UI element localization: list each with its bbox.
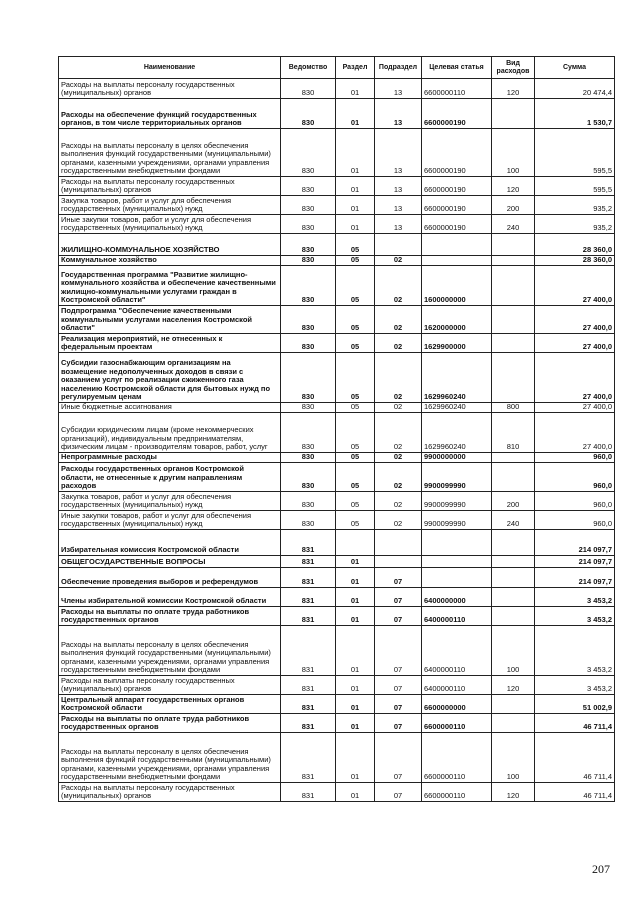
cell-target: 6600000000 xyxy=(422,695,492,714)
cell-exp-type: 800 xyxy=(492,403,535,413)
cell-dept: 830 xyxy=(281,334,336,353)
table-row xyxy=(59,196,615,215)
cell-exp-type xyxy=(492,453,535,463)
cell-sum: 27 400,0 xyxy=(535,413,615,453)
cell-exp-type xyxy=(492,306,535,334)
cell-sum: 20 474,4 xyxy=(535,79,615,99)
cell-section: 05 xyxy=(336,463,375,492)
table-row xyxy=(59,676,615,695)
cell-section: 01 xyxy=(336,607,375,626)
cell-subsection: 07 xyxy=(375,733,422,783)
cell-sum: 3 453,2 xyxy=(535,676,615,695)
table-row xyxy=(59,511,615,530)
cell-subsection xyxy=(375,234,422,256)
cell-sum: 27 400,0 xyxy=(535,334,615,353)
cell-target: 9900099990 xyxy=(422,463,492,492)
cell-name: Расходы на выплаты персоналу в целях обеспечения выполнения функций государственными (муниципальными) органами, казенными учреждениями, органами управления государственными внебюджетными фондами xyxy=(59,733,281,783)
cell-target xyxy=(422,234,492,256)
cell-exp-type xyxy=(492,530,535,556)
cell-exp-type: 120 xyxy=(492,79,535,99)
cell-dept: 830 xyxy=(281,215,336,234)
cell-exp-type: 120 xyxy=(492,177,535,196)
cell-dept: 830 xyxy=(281,256,336,266)
table-row xyxy=(59,463,615,492)
cell-exp-type: 120 xyxy=(492,676,535,695)
cell-target: 6600000190 xyxy=(422,196,492,215)
cell-sum: 214 097,7 xyxy=(535,568,615,588)
cell-section: 05 xyxy=(336,353,375,403)
column-header-section: Раздел xyxy=(336,57,375,79)
cell-target: 9900099990 xyxy=(422,492,492,511)
cell-subsection: 07 xyxy=(375,607,422,626)
cell-section: 05 xyxy=(336,511,375,530)
cell-dept: 830 xyxy=(281,79,336,99)
cell-dept: 830 xyxy=(281,99,336,129)
cell-target: 1629960240 xyxy=(422,413,492,453)
cell-subsection: 13 xyxy=(375,129,422,177)
table-row xyxy=(59,607,615,626)
cell-subsection: 07 xyxy=(375,714,422,733)
cell-target: 1629960240 xyxy=(422,353,492,403)
cell-target: 1620000000 xyxy=(422,306,492,334)
table-row xyxy=(59,177,615,196)
column-header-exp-type: Вид расходов xyxy=(492,57,535,79)
table-row xyxy=(59,588,615,607)
cell-name: ЖИЛИЩНО-КОММУНАЛЬНОЕ ХОЗЯЙСТВО xyxy=(59,234,281,256)
cell-section: 01 xyxy=(336,695,375,714)
table-row xyxy=(59,306,615,334)
cell-sum: 3 453,2 xyxy=(535,607,615,626)
cell-name: Непрограммные расходы xyxy=(59,453,281,463)
cell-exp-type: 200 xyxy=(492,492,535,511)
cell-name: Центральный аппарат государственных органов Костромской области xyxy=(59,695,281,714)
cell-sum: 46 711,4 xyxy=(535,783,615,802)
cell-subsection: 13 xyxy=(375,177,422,196)
cell-subsection: 07 xyxy=(375,568,422,588)
cell-dept: 831 xyxy=(281,695,336,714)
cell-exp-type: 100 xyxy=(492,733,535,783)
cell-name: Расходы на выплаты персоналу государственных (муниципальных) органов xyxy=(59,177,281,196)
cell-target: 6600000110 xyxy=(422,733,492,783)
cell-section: 01 xyxy=(336,588,375,607)
cell-sum: 51 002,9 xyxy=(535,695,615,714)
cell-target: 6600000110 xyxy=(422,783,492,802)
cell-sum: 1 530,7 xyxy=(535,99,615,129)
cell-exp-type: 810 xyxy=(492,413,535,453)
table-row xyxy=(59,403,615,413)
cell-sum: 46 711,4 xyxy=(535,733,615,783)
cell-target: 6400000110 xyxy=(422,607,492,626)
cell-dept: 831 xyxy=(281,588,336,607)
cell-subsection: 02 xyxy=(375,413,422,453)
cell-target: 1600000000 xyxy=(422,266,492,306)
cell-name: Закупка товаров, работ и услуг для обеспечения государственных (муниципальных) нужд xyxy=(59,492,281,511)
cell-dept: 831 xyxy=(281,568,336,588)
cell-subsection: 07 xyxy=(375,783,422,802)
cell-subsection: 02 xyxy=(375,266,422,306)
cell-name: Коммунальное хозяйство xyxy=(59,256,281,266)
cell-section: 01 xyxy=(336,99,375,129)
table-row xyxy=(59,783,615,802)
cell-target: 1629960240 xyxy=(422,403,492,413)
cell-target: 6600000190 xyxy=(422,129,492,177)
cell-exp-type: 120 xyxy=(492,783,535,802)
cell-subsection: 07 xyxy=(375,676,422,695)
cell-sum: 214 097,7 xyxy=(535,530,615,556)
column-header-subsection: Подраздел xyxy=(375,57,422,79)
table-row xyxy=(59,256,615,266)
cell-name: Избирательная комиссия Костромской области xyxy=(59,530,281,556)
table-row xyxy=(59,79,615,99)
cell-name: Подпрограмма "Обеспечение качественными коммунальными услугами населения Костромской области" xyxy=(59,306,281,334)
cell-subsection: 02 xyxy=(375,256,422,266)
cell-target xyxy=(422,568,492,588)
cell-sum: 28 360,0 xyxy=(535,234,615,256)
cell-sum: 960,0 xyxy=(535,492,615,511)
cell-dept: 831 xyxy=(281,676,336,695)
column-header-sum: Сумма xyxy=(535,57,615,79)
cell-dept: 830 xyxy=(281,353,336,403)
cell-dept: 830 xyxy=(281,511,336,530)
cell-section: 05 xyxy=(336,413,375,453)
cell-exp-type xyxy=(492,266,535,306)
cell-section: 01 xyxy=(336,783,375,802)
cell-name: Иные бюджетные ассигнования xyxy=(59,403,281,413)
cell-exp-type xyxy=(492,588,535,607)
cell-sum: 935,2 xyxy=(535,196,615,215)
cell-dept: 831 xyxy=(281,714,336,733)
cell-name: Закупка товаров, работ и услуг для обеспечения государственных (муниципальных) нужд xyxy=(59,196,281,215)
table-row xyxy=(59,568,615,588)
table-row xyxy=(59,266,615,306)
cell-dept: 830 xyxy=(281,129,336,177)
cell-target: 6600000190 xyxy=(422,177,492,196)
cell-exp-type: 240 xyxy=(492,215,535,234)
cell-subsection xyxy=(375,530,422,556)
cell-subsection: 02 xyxy=(375,306,422,334)
cell-target: 6400000000 xyxy=(422,588,492,607)
cell-sum: 960,0 xyxy=(535,463,615,492)
table-row xyxy=(59,234,615,256)
cell-name: Расходы на выплаты персоналу в целях обеспечения выполнения функций государственными (муниципальными) органами, казенными учреждениями, органами управления государственными внебюджетными фондами xyxy=(59,129,281,177)
cell-name: Расходы на выплаты персоналу государственных (муниципальных) органов xyxy=(59,783,281,802)
cell-subsection: 02 xyxy=(375,334,422,353)
cell-sum: 3 453,2 xyxy=(535,626,615,676)
cell-subsection: 02 xyxy=(375,403,422,413)
cell-sum: 46 711,4 xyxy=(535,714,615,733)
cell-dept: 830 xyxy=(281,492,336,511)
cell-exp-type xyxy=(492,353,535,403)
cell-sum: 27 400,0 xyxy=(535,266,615,306)
cell-name: Расходы на выплаты по оплате труда работников государственных органов xyxy=(59,607,281,626)
cell-target: 6600000190 xyxy=(422,215,492,234)
cell-subsection: 07 xyxy=(375,695,422,714)
cell-target: 6600000110 xyxy=(422,79,492,99)
table-row xyxy=(59,353,615,403)
cell-exp-type xyxy=(492,607,535,626)
cell-exp-type xyxy=(492,334,535,353)
cell-sum: 3 453,2 xyxy=(535,588,615,607)
cell-section: 01 xyxy=(336,733,375,783)
cell-subsection: 02 xyxy=(375,453,422,463)
cell-dept: 831 xyxy=(281,556,336,568)
cell-sum: 27 400,0 xyxy=(535,306,615,334)
cell-exp-type xyxy=(492,234,535,256)
cell-target: 6400000110 xyxy=(422,626,492,676)
page-number: 207 xyxy=(592,862,610,876)
table-row xyxy=(59,733,615,783)
cell-dept: 830 xyxy=(281,463,336,492)
cell-dept: 830 xyxy=(281,413,336,453)
cell-section: 01 xyxy=(336,177,375,196)
cell-subsection: 02 xyxy=(375,353,422,403)
cell-section: 05 xyxy=(336,403,375,413)
column-header-target: Целевая статья xyxy=(422,57,492,79)
table-row xyxy=(59,626,615,676)
cell-section: 01 xyxy=(336,79,375,99)
cell-dept: 831 xyxy=(281,607,336,626)
cell-name: Члены избирательной комиссии Костромской области xyxy=(59,588,281,607)
cell-subsection: 13 xyxy=(375,196,422,215)
cell-name: Государственная программа "Развитие жилищно-коммунального хозяйства и обеспечение качественными жилищно-коммунальными услугами граждан в Костромской области" xyxy=(59,266,281,306)
table-header-row xyxy=(59,57,615,79)
cell-section: 05 xyxy=(336,266,375,306)
cell-target: 6600000190 xyxy=(422,99,492,129)
cell-section: 01 xyxy=(336,568,375,588)
cell-dept: 830 xyxy=(281,453,336,463)
cell-dept: 831 xyxy=(281,733,336,783)
table-row xyxy=(59,215,615,234)
cell-subsection: 07 xyxy=(375,626,422,676)
cell-dept: 830 xyxy=(281,234,336,256)
cell-dept: 830 xyxy=(281,196,336,215)
cell-exp-type: 100 xyxy=(492,129,535,177)
cell-target xyxy=(422,556,492,568)
cell-subsection: 02 xyxy=(375,511,422,530)
cell-name: Субсидии юридическим лицам (кроме некоммерческих организаций), индивидуальным предпринимателям, физическим лицам - производителям товаров, работ, услуг xyxy=(59,413,281,453)
table-row xyxy=(59,129,615,177)
cell-sum: 935,2 xyxy=(535,215,615,234)
cell-name: Расходы на выплаты по оплате труда работников государственных органов xyxy=(59,714,281,733)
cell-exp-type xyxy=(492,463,535,492)
cell-name: Расходы на выплаты персоналу государственных (муниципальных) органов xyxy=(59,79,281,99)
cell-exp-type xyxy=(492,568,535,588)
cell-name: Расходы на выплаты персоналу в целях обеспечения выполнения функций государственными (муниципальными) органами, казенными учреждениями, органами управления государственными внебюджетными фондами xyxy=(59,626,281,676)
cell-section: 05 xyxy=(336,334,375,353)
cell-section: 05 xyxy=(336,453,375,463)
cell-name: Субсидии газоснабжающим организациям на возмещение недополученных доходов в связи с оказанием услуг по реализации сжиженного газа населению Костромской области для бытовых нужд по регулируемым ценам xyxy=(59,353,281,403)
table-row xyxy=(59,714,615,733)
cell-section: 05 xyxy=(336,256,375,266)
cell-exp-type xyxy=(492,695,535,714)
cell-name: Иные закупки товаров, работ и услуг для обеспечения государственных (муниципальных) нужд xyxy=(59,511,281,530)
cell-dept: 830 xyxy=(281,266,336,306)
cell-subsection: 07 xyxy=(375,588,422,607)
cell-sum: 595,5 xyxy=(535,177,615,196)
cell-target: 9900000000 xyxy=(422,453,492,463)
cell-target: 6400000110 xyxy=(422,676,492,695)
cell-subsection: 13 xyxy=(375,79,422,99)
cell-subsection: 13 xyxy=(375,215,422,234)
cell-exp-type: 100 xyxy=(492,626,535,676)
cell-name: Расходы на выплаты персоналу государственных (муниципальных) органов xyxy=(59,676,281,695)
cell-name: Иные закупки товаров, работ и услуг для обеспечения государственных (муниципальных) нужд xyxy=(59,215,281,234)
cell-target xyxy=(422,256,492,266)
budget-table xyxy=(58,56,615,802)
table-row xyxy=(59,413,615,453)
cell-dept: 830 xyxy=(281,306,336,334)
table-row xyxy=(59,695,615,714)
cell-dept: 831 xyxy=(281,530,336,556)
cell-section: 01 xyxy=(336,129,375,177)
column-header-dept: Ведомство xyxy=(281,57,336,79)
cell-exp-type xyxy=(492,714,535,733)
cell-name: Расходы государственных органов Костромской области, не отнесенные к другим направлениям расходов xyxy=(59,463,281,492)
cell-dept: 830 xyxy=(281,403,336,413)
cell-target: 1629900000 xyxy=(422,334,492,353)
cell-sum: 960,0 xyxy=(535,453,615,463)
cell-section: 01 xyxy=(336,714,375,733)
cell-section: 01 xyxy=(336,676,375,695)
cell-target xyxy=(422,530,492,556)
cell-section: 01 xyxy=(336,556,375,568)
table-row xyxy=(59,492,615,511)
cell-dept: 830 xyxy=(281,177,336,196)
cell-sum: 28 360,0 xyxy=(535,256,615,266)
cell-name: Расходы на обеспечение функций государственных органов, в том числе территориальных органов xyxy=(59,99,281,129)
cell-section: 01 xyxy=(336,196,375,215)
table-row xyxy=(59,334,615,353)
cell-target: 6600000110 xyxy=(422,714,492,733)
cell-name: Реализация мероприятий, не отнесенных к федеральным проектам xyxy=(59,334,281,353)
table-row xyxy=(59,556,615,568)
cell-exp-type xyxy=(492,556,535,568)
column-header-name: Наименование xyxy=(59,57,281,79)
cell-subsection xyxy=(375,556,422,568)
cell-subsection: 13 xyxy=(375,99,422,129)
cell-name: Обеспечение проведения выборов и референдумов xyxy=(59,568,281,588)
cell-exp-type xyxy=(492,256,535,266)
cell-section: 05 xyxy=(336,306,375,334)
table-row xyxy=(59,99,615,129)
cell-section: 05 xyxy=(336,234,375,256)
cell-exp-type: 240 xyxy=(492,511,535,530)
cell-sum: 595,5 xyxy=(535,129,615,177)
table-body xyxy=(59,79,615,802)
cell-subsection: 02 xyxy=(375,492,422,511)
cell-dept: 831 xyxy=(281,626,336,676)
cell-section: 01 xyxy=(336,626,375,676)
cell-sum: 960,0 xyxy=(535,511,615,530)
cell-sum: 27 400,0 xyxy=(535,353,615,403)
cell-dept: 831 xyxy=(281,783,336,802)
cell-exp-type: 200 xyxy=(492,196,535,215)
table-row xyxy=(59,530,615,556)
cell-sum: 214 097,7 xyxy=(535,556,615,568)
cell-section: 05 xyxy=(336,492,375,511)
cell-sum: 27 400,0 xyxy=(535,403,615,413)
table-row xyxy=(59,453,615,463)
cell-section: 01 xyxy=(336,215,375,234)
cell-target: 9900099990 xyxy=(422,511,492,530)
cell-name: ОБЩЕГОСУДАРСТВЕННЫЕ ВОПРОСЫ xyxy=(59,556,281,568)
cell-section xyxy=(336,530,375,556)
cell-exp-type xyxy=(492,99,535,129)
cell-subsection: 02 xyxy=(375,463,422,492)
